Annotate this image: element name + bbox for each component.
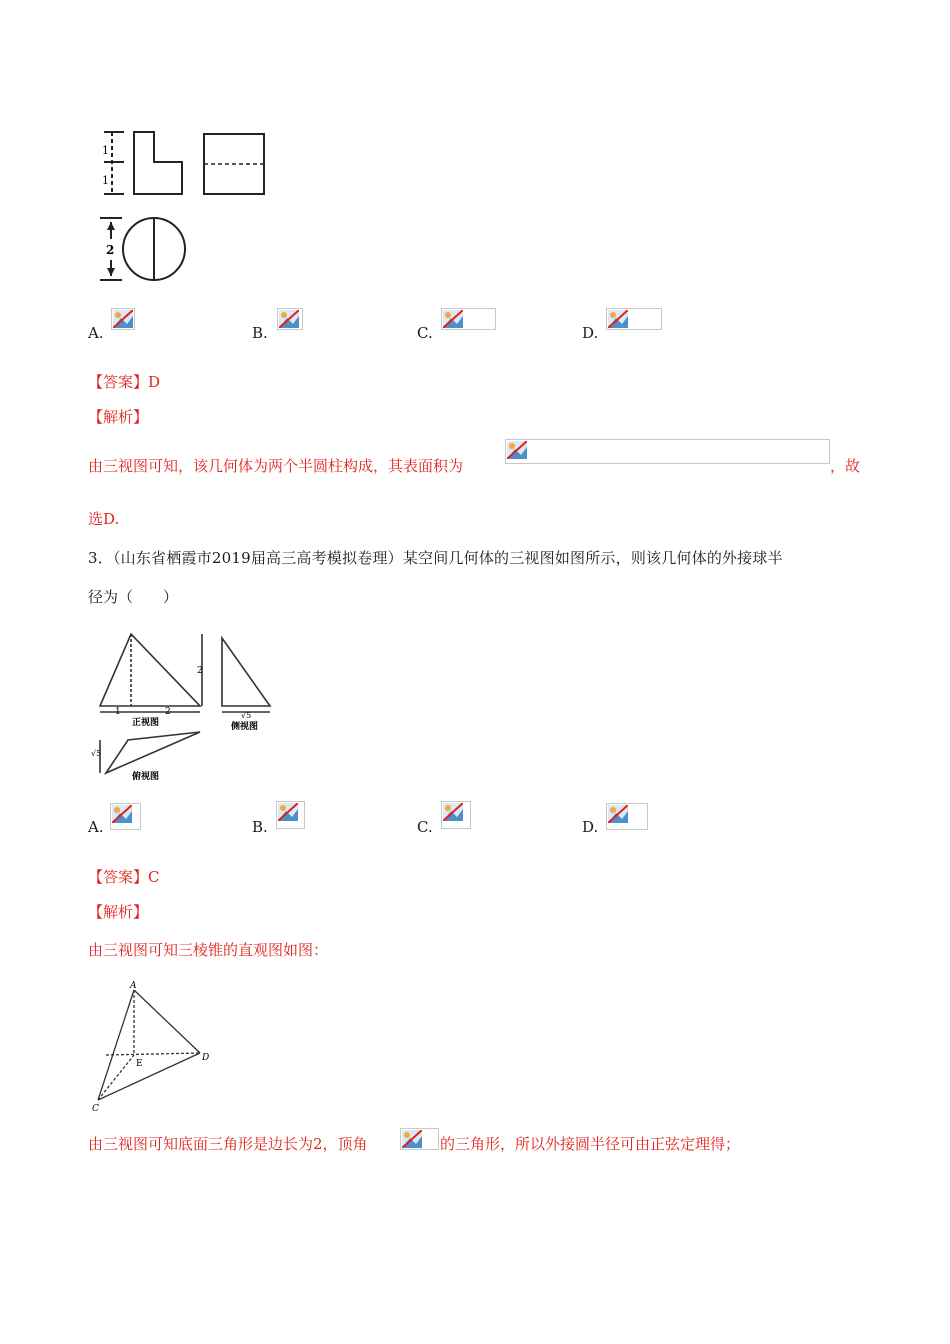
q2-analysis-heading: 【解析】 <box>88 408 149 426</box>
q3-option-a-label: A. <box>88 818 104 836</box>
q2-three-view-figure <box>92 124 282 289</box>
broken-image-icon <box>443 803 463 821</box>
q2-answer: 【答案】D <box>88 373 161 391</box>
q3-pyramid-label-a: A <box>130 981 137 991</box>
broken-image-icon <box>402 1130 422 1148</box>
q3-front-caption: 正视图 <box>132 718 160 728</box>
q3-top-caption: 俯视图 <box>132 772 160 782</box>
q3-three-view-figure <box>90 628 280 783</box>
broken-image-icon <box>113 310 133 328</box>
q2-three-view-svg <box>92 124 282 289</box>
q2-dim-mid: 1 <box>102 174 109 187</box>
q3-pyramid-label-d: D <box>202 1053 210 1063</box>
broken-image-icon <box>278 803 298 821</box>
q3-pyramid-figure <box>88 978 218 1116</box>
q3-front-left-label: 1 <box>115 707 121 717</box>
q3-analysis-text-2: 由三视图可知底面三角形是边长为2，顶角 <box>88 1135 368 1153</box>
broken-image-icon <box>279 310 299 328</box>
q3-side-caption: 侧视图 <box>231 722 259 732</box>
broken-image-icon <box>112 805 132 823</box>
q3-front-height-label: 2 <box>197 666 203 676</box>
q3-option-a-image <box>110 803 141 830</box>
q3-stem-line-1: 3．（山东省栖霞市2019届高三高考模拟卷理）某空间几何体的三视图如图所示，则该几何体的外接球半 <box>88 549 783 567</box>
broken-image-icon <box>608 805 628 823</box>
q2-option-b-image <box>277 308 303 330</box>
broken-image-icon <box>608 310 628 328</box>
q3-answer: 【答案】C <box>88 868 160 886</box>
q2-option-a-label: A. <box>88 324 104 342</box>
q3-side-bottom-label: √5 <box>241 711 252 720</box>
q2-option-c-label: C. <box>417 324 433 342</box>
broken-image-icon <box>443 310 463 328</box>
q3-analysis-text-3: 的三角形，所以外接圆半径可由正弦定理得； <box>440 1135 741 1153</box>
q3-top-left-label: √5 <box>91 749 102 758</box>
q3-stem-line-2: 径为（ ） <box>88 588 179 606</box>
q2-analysis-formula-image <box>505 439 830 464</box>
q3-pyramid-label-e: E <box>136 1059 143 1069</box>
q3-three-view-svg <box>90 628 280 783</box>
q2-analysis-text-2: ，故 <box>830 457 861 475</box>
q3-analysis-angle-image <box>400 1128 439 1150</box>
q3-option-d-image <box>606 803 648 830</box>
q2-option-a-image <box>111 308 135 330</box>
q2-analysis-text-1: 由三视图可知，该几何体为两个半圆柱构成，其表面积为 <box>88 457 464 475</box>
q3-pyramid-label-c: C <box>92 1104 99 1114</box>
q3-analysis-heading: 【解析】 <box>88 903 149 921</box>
q3-option-d-label: D. <box>582 818 599 836</box>
q2-dim-bottom: 2 <box>106 243 115 257</box>
q3-option-c-label: C. <box>417 818 433 836</box>
q3-analysis-text-1: 由三视图可知三棱锥的直观图如图： <box>88 941 329 959</box>
q2-option-d-label: D. <box>582 324 599 342</box>
q2-analysis-text-3: 选D. <box>88 510 120 528</box>
q2-option-c-image <box>441 308 496 330</box>
broken-image-icon <box>507 441 527 459</box>
q2-option-d-image <box>606 308 662 330</box>
q3-front-right-label: 2 <box>165 707 171 717</box>
q3-pyramid-svg <box>88 978 218 1116</box>
q3-option-c-image <box>441 801 471 829</box>
q2-option-b-label: B. <box>252 324 268 342</box>
q3-option-b-image <box>276 801 305 829</box>
q3-option-b-label: B. <box>252 818 268 836</box>
q2-dim-top: 1 <box>102 144 109 157</box>
